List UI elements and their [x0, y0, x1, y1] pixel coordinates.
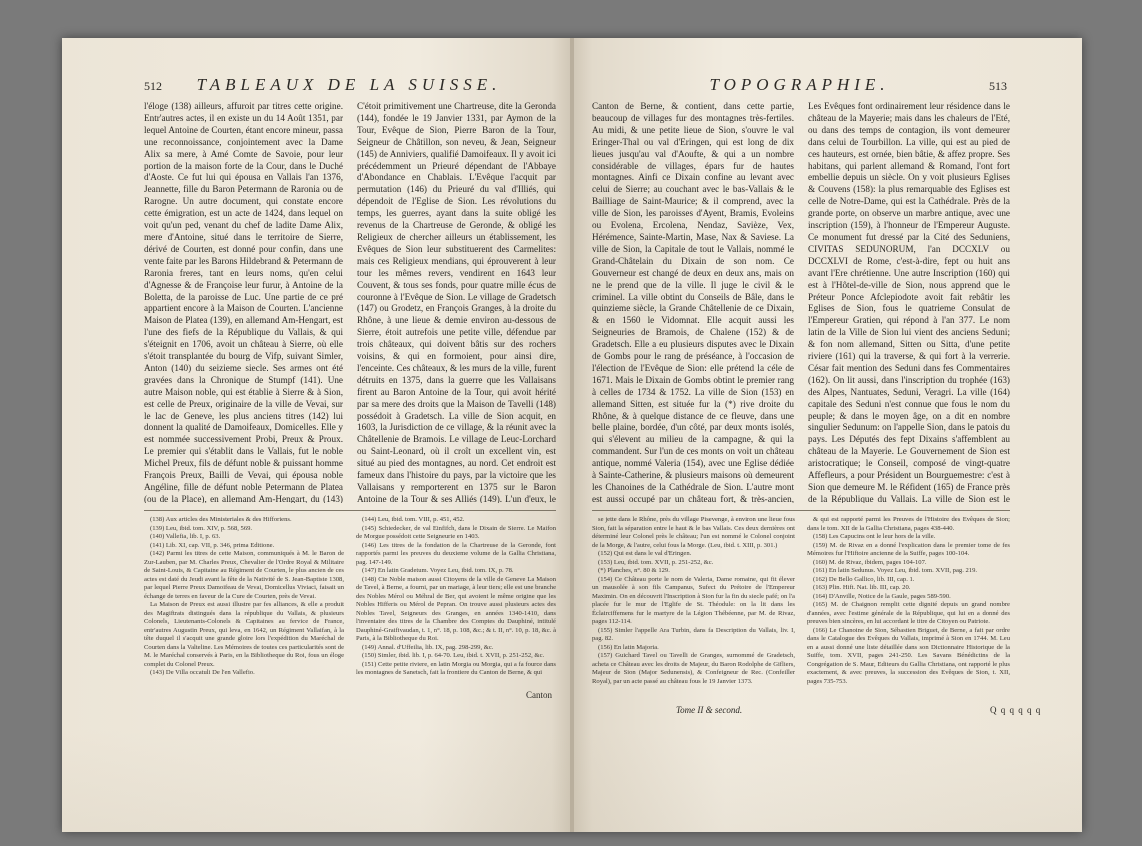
footnote: (153) Leu, ibid. tom. XVII, p. 251-252, &c. [598, 558, 714, 566]
left-page-number: 512 [144, 79, 162, 93]
footnote: (156) En latin Majoria. [598, 643, 659, 651]
footnote: (157) Guichard Tavel ou Tavelli de Granges, surnommé de Gradetsch, acheta ce Château avec les droits de Majeur, du Baron Rodolphe de Gifliers, Majeur de Sion (Major Sedunensis), & Confeigneur de Rec. (Confeiller Royal), par un acte passé au château fous le 19 Janvier 1373. [592, 652, 795, 685]
footnote: (165) M. de Chaignon remplit cette dignité depuis un grand nombre d'années, avec l'estime générale de la République, qui lui en a donné des preuves bien sincères, en lui accordant le titre de Citoyen ou Patriote. [807, 601, 1010, 625]
footnote: (142) Parmi les titres de cette Maison, communiqués à M. le Baron de Zur-Lauben, par M. Charles Preux, Chevalier de l'Ordre Royal & Militaire de Saint-Louis, & Capitaine au Régiment de Courten, le plus ancien de ces actes est daté du Jeudi avant la fête de la Nativité de S. Jean-Baptiste 1308, par lequel Pierre Preux Damoifeau de Vevai, Domicellus Viviaci, faisait un échange de terres en faveur de la Cure de Courten, près de Vevai. [144, 550, 344, 600]
footnote: (144) Leu, ibid. tom. VIII, p. 451, 452. [362, 516, 465, 523]
left-footnote-column-2 [356, 516, 556, 686]
footnote: (141) Lib. XI, cap. VII, p. 346, prima Editione. [150, 541, 275, 549]
footnote: (147) En latin Gradetum. Voyez Leu, ibid. tom. IX, p. 78. [362, 567, 514, 574]
footnote: (166) Le Chanoine de Sion, Sébastien Briguet, de Berne, a fait par ordre dans le Catalogue des Evêques du Vallais, imprimé à Sion en 1744. M. Leu en a aussi donné une liste détaillée dans son Dictionnaire Historique de la Suiffe, tom. XVII, pages 241-250. Les Savans Bénédictins de la Congrégation de S. Maur, Editeurs du Gallia Christiana, ont rapporté le plus exactement, & avec preuves, la succession des Evêques de Sion, t. XII, pages 735-753. [807, 626, 1010, 685]
left-footnotes [144, 516, 556, 686]
footnote: (139) Leu, ibid. tom. XIV, p. 568, 569. [150, 524, 253, 532]
footnote: (164) D'Anville, Notice de la Gaule, pages 589-590. [813, 592, 951, 600]
footnote: (148) Cte Noble maison aussi Citoyens de la ville de Geneve La Maison de Tavel, à Berne, a fourni, par un mariage, à leur tiers; elle est une branche des Nobles Mérol ou Méhral de Ber, qui avoient le même origine que les Nobles Hifferis ou Mérol de Pepran. On trouve aussi plusieurs actes des Nobles Tavel, Seigneurs des Granges, en années 1340-1410, dans l'inventaire des titres de la Chambre des Comptes du Dauphiné, intitulé Dauphiné-Graifivaudan, t. 1, n°. 18, p. 108, &c.; & t. II, n°. 10, p. 18, &c. à Paris, à la Bibliotheque du Roi. [356, 575, 556, 642]
footnote: La Maison de Preux est aussi illustre par fes alliances, & elle a produit des Magiftrats distingués dans la république du Vallais, & plusieurs Colonels, Lieutenants-Colonels & Capitaines au fervice de France, entr'autres Augustin Preux, qui leva, en 1642, un Régiment Vallaifan, à la tête duquel il s'acquit une grande gloire lors l'expédition du Maréchal de Courten dans la Valteline. Les Mémoires de toutes ces particularités sont de M. le Maréchal conservés à Paris, en la Bibliotheque du Roi, fous un éloge complet du Colonel Preux. [144, 601, 344, 668]
footnote: (149) Annal. d'Uffeilia, lib. IX, pag. 298-299, &c. [362, 643, 494, 651]
footnote: (163) Plin. Hift. Nat. lib. III, cap. 20. [813, 584, 911, 591]
book-gutter [570, 38, 574, 832]
left-footnote-rule [144, 510, 556, 511]
footnote: (158) Les Capucins ont le leur hors de la ville. [813, 533, 936, 540]
footnote: se jette dans le Rhône, près du village Pisevenge, à environ une lieue fous Sion, fait la séparation entre le haut & le bas Vallais. Ces deux dernières ont déterminé leur Colonel près le château; l'un est nommé le Colonel conjoint de la Morge, & l'autre, celui fous la Morge. (Leu, ibid. t. XIII, p. 301.) [592, 516, 795, 549]
left-main-text [144, 101, 556, 503]
right-page-number: 513 [989, 79, 1007, 93]
footnote: (138) Aux articles des Ministeriales & des Hifforiens. [150, 516, 292, 523]
right-footnote-column-1 [592, 516, 795, 698]
left-running-head [144, 75, 554, 97]
right-catchword: Tome II & second. [676, 705, 743, 715]
right-running-head [592, 75, 1007, 97]
footnote: (161) En latin Sedunus. Voyez Leu, ibid. tom. XVII, pag. 219. [813, 567, 978, 574]
signature-mark: Q q q q q q [990, 705, 1042, 715]
left-running-title: TABLEAUX DE LA SUISSE. [196, 75, 502, 94]
footnote: (152) Qui est dans le val d'Eringen. [598, 550, 692, 557]
footnote: (146) Les titres de la fondation de la Chartreuse de la Geronde, font rapportés parmi les preuves du deuxieme volume de la Gallia Christiana, pag. 147-149. [356, 541, 556, 566]
footnote: & qui est rapporté parmi les Preuves de l'Histoire des Evêques de Sion; dans le tom. XII de la Gallia Christiana, pages 438-440. [807, 516, 1010, 532]
left-page [62, 38, 572, 832]
page-shading [572, 728, 1082, 832]
left-catchword: Canton [526, 690, 552, 700]
footnote: (159) M. de Rivaz en a donné l'explication dans le premier tome de fes Mémoires fur l'Hiftoire ancienne de la Suiffe, pages 100-104. [807, 541, 1010, 557]
footnote: (155) Simler l'appelle Ara Turbin, dans fa Description du Vallais, liv. I, pag. 82. [592, 626, 795, 642]
left-column-1: l'éloge (138) ailleurs, affuroit par titres cette origine. Entr'autres actes, il en existe un du 14 Août 1351, par lequel Antoine de Courten, étant encore mineur, passa une reconnoissance, conjointement avec la Dame Alix sa mere, à Amé Comte de Savoie, pour leur portion de la maison forte de la Cour, dans le Duché d'Aoste. Ce fut lui qui épousa en Vallais l'an 1376, Jeannette, fille du Baron Petermann de Raronia ou de Rarogne. Un autre document, qui constate encore cette émigration, est un acte de 1424, dans lequel on voit qu'un ped, venant du chef de ladite Dame Alix, mere d'Antoine, situé dans le territoire de Sierre, dérivé de Courten, est donné pour confin, dans une vente faite par les Barons Hildebrand & Petermann de Raronia freres, tant en leurs noms, qu'en celui d'Agnesse & de Françoise leur furur, à Antoine de la Boletta, de la paroisse de Luc. Une partie de ce pré appartient encore à la Maison de Courten. L'ancienne Maison de Platea (139), en allemand Am-Hengart, est l'une des fiefs de la République du Vallais, & qui s'éteignit en 1706, avoit un château à Sierre, où elle s'étoit transplantée du bourg de Vifp, suivant Simler, Anton (140) du seizieme siecle. Ses armes ont été gravées dans la Chronique de Stumpf (141). Une autre Maison noble, qui est établie à Sierre & à Sion, est celle de Preux, originaire de la ville de Vevai, sur le lac de Geneve, les plus anciens titres (142) lui donnent la qualité de Damoifeaux, Domicelles. Elle y est nommée successivement Probi, Preux & Proux. Le premier qui s'établit dans le Vallais, fut le noble Michel Preux, fils de défunt noble & puissant homme François Preux, Bailli de Vevai, qui épousa noble Angéline, fille de défunt noble Petermann de Platea (ou de la Place), en allemand Am-Hengart, du (143) [144, 101, 343, 503]
footnote: (162) De Bello Gallico, lib. III, cap. 1. [813, 575, 915, 583]
footnote: (150) Simler, ibid. lib. I, p. 64-70. Leu, ibid. t. XVII, p. 251-252, &c. [362, 652, 545, 659]
right-column-2: Les Evêques font ordinairement leur résidence dans le château de la Mayerie; mais dans les chaleurs de l'Eté, ou dans des temps de contagion, ils vont demeurer dans celui de Tourbillon. La ville, qui est au pied de ces hauteurs, est ornée, bien bâtie, & affez propre. Ses habitans, qui parlent allemand & Romand, l'ont fort embellie depuis un siècle. On y voit plusieurs Eglises & Couvens (158): la plus remarquable des Eglises est celle de Notre-Dame, qui est la Cathédrale. Près de la grande porte, on observe un marbre antique, avec une inscription (159), à l'honneur de l'Empereur Auguste. Ce monument fut dressé par la Cité des Seduniens, CIVITAS SEDUNORUM, l'an DCCXLV ou DCCXLVI de Rome, c'est-à-dire, fept ou huit ans avant l'Ere chrétienne. Une autre Inscription (160) qui est à l'Hôtel-de-ville de Sion, nous apprend que le Préteur Ponce Afclepiodote avoit fait rebâtir les Eglises de Sion, fous le quatrieme Consulat de l'Empereur Gratien, qui répond à l'an 377. Le nom latin de la Ville de Sion lui vient des anciens Seduni; & fon nom allemand, Sitten ou Sitta, d'une petite riviere (161) qui la traverse, & qui fort à la verrerie. César fait mention des Seduni dans fes Commentaires (162). On lit aussi, dans l'inscription du trophée (163) des Alpes, Nantuates, Seduni, Veragri. La ville (164) capitale des Seduni n'est connue que fous le nom du peuple; & dans le moyen âge, on a dit en nombre singulier Sedunum: on l'appelle Sion, dans le patois du pays. Les Députés des fept Dixains s'affemblent au château de la Mayerie. Le Gouvernement de Sion est aristocratique; le Conseil, composé de vingt-quatre Affefleurs, a pour Président un Bourguemestre: c'est à Sion que demeure M. le Réfident (165) de France près de la République du Vallais. La ville de Sion est le [808, 101, 1010, 503]
right-footnote-column-2 [807, 516, 1010, 698]
footnote: (*) Planches, n°. 80 & 129. [598, 567, 670, 574]
right-column-1: Canton de Berne, & contient, dans cette partie, beaucoup de villages fur des montagnes très-fertiles. Au midi, & une petite lieue de Sion, s'ouvre le val Eringer-Thal ou val d'Eringen, qui est long de dix lieues jusqu'au val d'Aoufte, & qui a un nombre considérable de villages, épars fur de hautes montagnes. Ainfi ce Dixain confine au levant avec celui de Sierre; au couchant avec le bas-Vallais & le Bailliage de Saint-Maurice; & il comprend, avec la ville de Sion, les paroisses d'Ayent, Bramis, Evoleins ou Evolena, Ercolena, Nendaz, Savièze, Vex, Hérémence, Sainte-Martin, Mase, Nax & Saviese. La ville de Sion, la Capitale de tout le Vallais, nommé le Grand-Châtelain du Dixain de son nom. Ce Gouverneur est changé de deux en deux ans, mais on ne le prend que de la ville. Il juge le civil & le criminel. La ville obtint du Conseils de Bâle, dans le quinzieme siècle, la Grande Châtellenie de ce Dixain, & en 1560 le Vidomnat. Elle acquit aussi les Seigneuries de Bramois, de Chalene (152) & de Gradetsch. Elle a eu plusieurs disputes avec le Dixain de Gombs pour le rang de préséance, à l'occasion de l'élection de l'Evêque de Sion: elle prétend la céle de 1671. Mais le Dixain de Gombs obtint le premier rang à celles de 1734 & 1752. La ville de Sion (153) en allemand Sitten, est située fur la (*) rive droite du Rhône, & à quelque distance de ce fleuve, dans une belle plaine, bordée, d'un côté, par deux monts isolés, qui s'élevent au milieu de la campagne, & qui la commandent. Sur l'un de ces monts on voit un château antique, nommé Valeria (154), avec une Eglise dédiée à Sainte-Catherine, & plusieurs maisons où demeurent les Chanoines de la Cathédrale de Sion. L'autre mont est aussi occupé par un château fort, & très-ancien, [592, 101, 794, 503]
footnote: (145) Schiedecker, de val Einfifch, dans le Dixain de Sierre. Le Maifon de Morgue possédoit cette Seigneurie en 1403. [356, 524, 556, 540]
left-footnote-column-1 [144, 516, 344, 686]
right-footnote-rule [592, 510, 1010, 511]
footnote: (143) De Villa occatuli De l'en Vallefio. [150, 669, 255, 676]
right-running-title: TOPOGRAPHIE. [709, 75, 890, 94]
right-page [572, 38, 1082, 832]
footnote: (151) Cette petite riviere, en latin Morgia ou Morgia, qui a fa fource dans les montagnes de Sanetsch, fait la frontiere du Canton de Berne, & qui [356, 660, 556, 676]
page-shading [62, 728, 572, 832]
footnote: (140) Vallefia, lib. I, p. 63. [150, 533, 221, 540]
left-column-2: C'étoit primitivement une Chartreuse, dite la Geronda (144), fondée le 19 Janvier 1331, par Aymon de la Tour, Evêque de Sion, Pierre Baron de la Tour, Seigneur de Châtillon, son neveu, & Jean, Seigneur (145) de Anniviers, qualifié Damoifeaux. Il y avoit ici précédemment un Prieuré dépendant de l'Abbaye d'Abondance en Chablais. L'Evêque l'acquit par permutation (146) du Prieuré du val d'Illiés, qui dépendoit de l'Eglise de Sion. Les révolutions du temps, les guerres, ayant dans la suite obligé les revenus de la Chartreuse de Geronde, & obligé les Religieux de chercher ailleurs un établissement, les Evêques de Sion leur substituerent des Carmelites: mais ces Religieux mendians, qui éprouverent à leur tour les mêmes revers, vendirent en 1643 leur Couvent, & tous ses fonds, pour quatre mille écus de couronne à l'Evêque de Sion. Le village de Gradetsch (147) ou Grodetz, en François Granges, à la droite du Rhône, à une lieue & demie environ au-dessous de Sierre, étoit autrefois une petite ville, défendue par trois châteaux, qui doivent bâtis sur des rochers voisins, & qui en formoient, pour ainsi dire, l'enceinte. Ces châteaux, & les murs de la ville, furent détruits en 1375, dans la guerre que les Vallaisans firent au Baron Antoine de la Tour, qui avoit hérité par sa mere des droits que la Maison de Tavelli (148) possédoit à Gradetsch. La ville de Sion acquit, en 1603, la Jurisdiction de ce village, & la réunit avec la Châtellenie de Bramois. Le village de Leuc-Lorchard ou Saint-Leonard, où il croît un excellent vin, est situé au pied des montagnes, au nord. Cet endroit est fameux dans l'histoire du pays, par la victoire que les Vallaisans y remporterent en 1375 sur le Baron Antoine de la Tour & ses Alliés (149). L'un d'eux, le [357, 101, 556, 503]
footnote: (160) M. de Rivaz, ibidem, pages 104-107. [813, 558, 927, 566]
book-spread [62, 38, 1082, 832]
right-footnotes [592, 516, 1010, 698]
right-main-text [592, 101, 1010, 503]
footnote: (154) Ce Château porte le nom de Valeria, Dame romaine, qui fit élever un mausolée à son fils Campanus, Sufect du Prétoire de l'Empereur Maximin. On en découvrit l'Inscription à Sion fur la fin du siecle pafé; on l'a placée fur le mur de l'Eglife de St. Théodule: on la lit dans les Éclairciffemens fur le martyre de la Légion Thébéenne, par M. de Rivaz, pages 112-114. [592, 575, 795, 625]
